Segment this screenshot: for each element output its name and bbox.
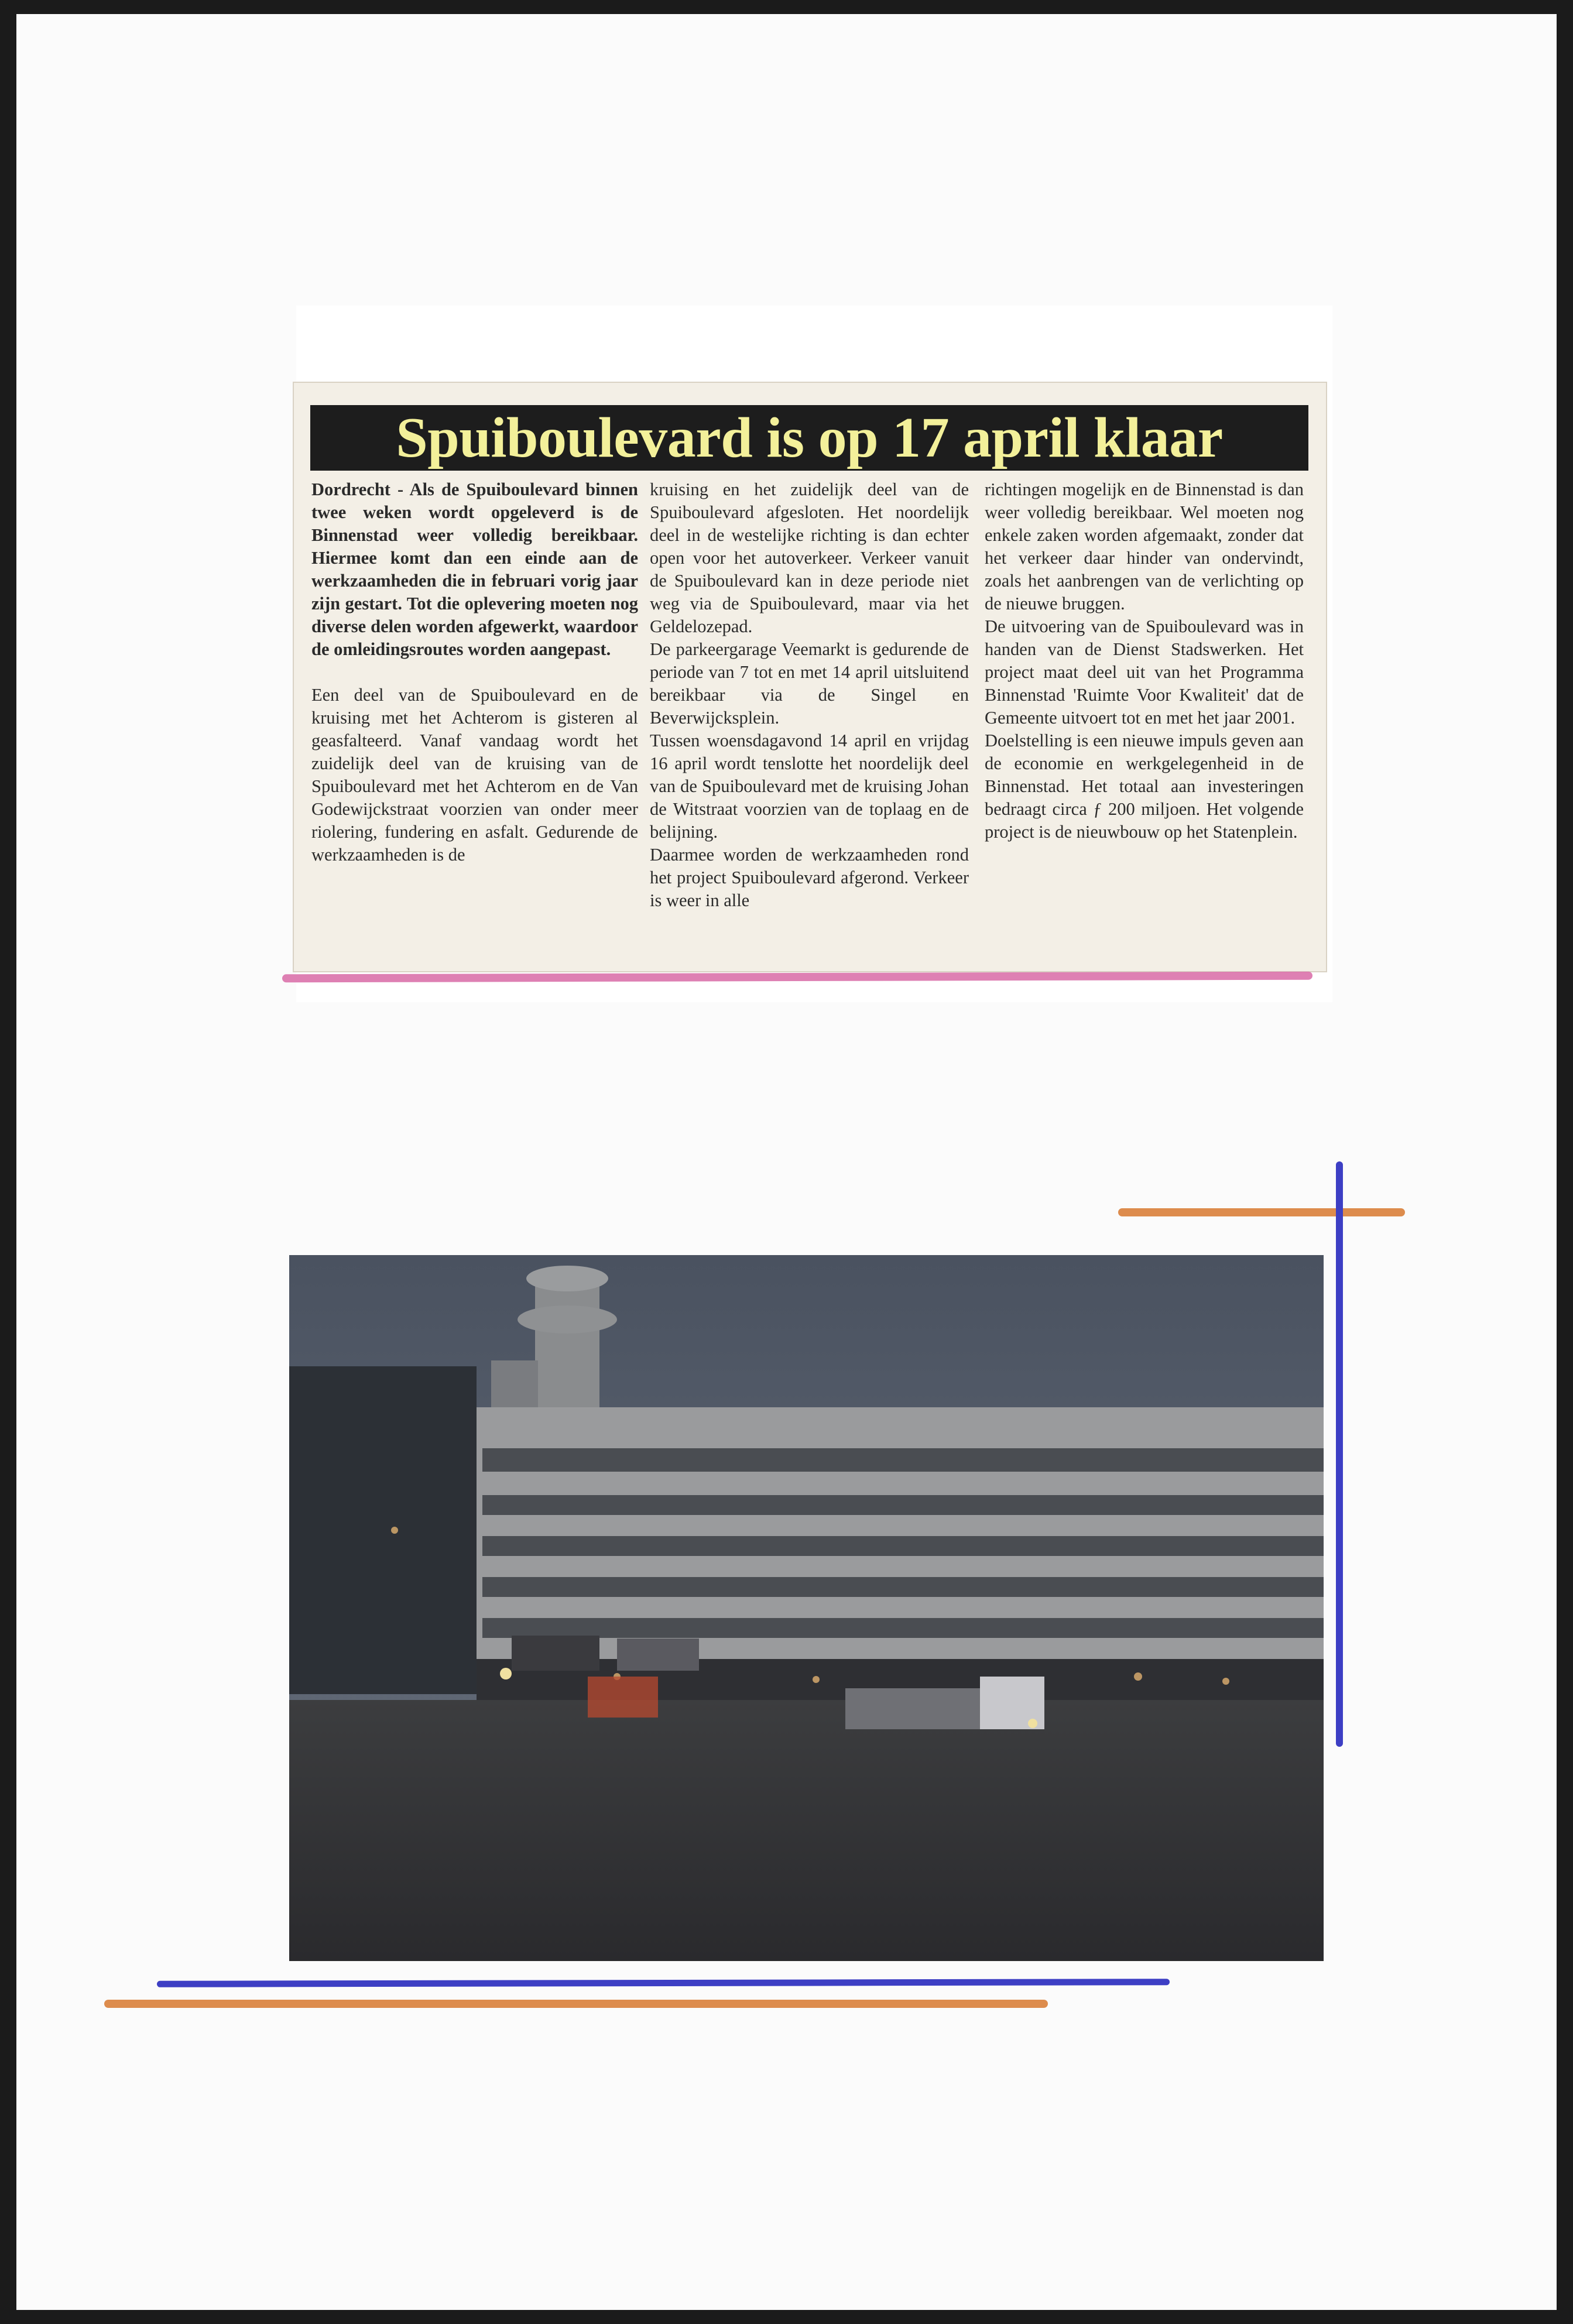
- street-photo: [289, 1255, 1324, 1961]
- headline: Spuiboulevard is op 17 april klaar: [396, 406, 1223, 469]
- blue-marker-line: [157, 1979, 1170, 1987]
- column-3: [985, 478, 1304, 964]
- newspaper-clipping: [293, 382, 1327, 972]
- scrapbook-page: [16, 14, 1557, 2310]
- photo-scene: [289, 1255, 1324, 1961]
- body-paragraph: Een deel van de Spuiboulevard en de kruising met het Achterom is gisteren al geasfalteerd. Vanaf vandaag wordt het zuidelijk deel van de kruising van de Spuiboulevard met het Achterom en de Van Godewijckstraat voorzien van onder meer riolering, fundering en asfalt. Gedurende de werkzaamheden is de: [311, 685, 638, 865]
- body-paragraph: De uitvoering van de Spuiboulevard was in handen van de Dienst Stadswerken. Het project maat deel uit van het Programma Binnenstad 'Ruimte Voor Kwaliteit' dat de Gemeente uitvoert tot en met het jaar 2001.: [985, 616, 1304, 728]
- blue-marker-line: [1336, 1161, 1343, 1747]
- body-paragraph: Tussen woensdagavond 14 april en vrijdag 16 april wordt tenslotte het noordelijk deel van de Spuiboulevard met de kruising Johan de Witstraat voorzien van de toplaag en de belijning.: [650, 731, 969, 842]
- body-paragraph: Doelstelling is een nieuwe impuls geven aan de economie en werkgelegenheid in de Binnenstad. Het totaal aan investeringen bedraagt circa ƒ 200 miljoen. Het volgende project is de nieuwbouw op het Statenplein.: [985, 731, 1304, 842]
- body-paragraph: De parkeergarage Veemarkt is gedurende de periode van 7 tot en met 14 april uitsluitend bereikbaar via de Singel en Beverwijcksplein.: [650, 639, 969, 728]
- body-paragraph: richtingen mogelijk en de Binnenstad is dan weer volledig bereikbaar. Wel moeten nog enkele zaken worden afgemaakt, zonder dat het verkeer daar hinder van ondervindt, zoals het aanbrengen van de verlichting op de nieuwe bruggen.: [985, 479, 1304, 613]
- column-1: [311, 478, 638, 964]
- lead-paragraph: Dordrecht - Als de Spuiboulevard binnen twee weken wordt opgeleverd is de Binnenstad weer volledig bereikbaar. Hiermee komt dan een einde aan de werkzaamheden die in februari vorig jaar zijn gestart. Tot die oplevering moeten nog diverse delen worden afgewerkt, waardoor de omleidingsroutes worden aangepast.: [311, 479, 638, 659]
- headline-band: [310, 405, 1308, 471]
- body-paragraph: Daarmee worden de werkzaamheden rond het project Spuiboulevard afgerond. Verkeer is weer in alle: [650, 845, 969, 910]
- orange-marker-line: [104, 2000, 1048, 2008]
- orange-marker-line: [1118, 1208, 1405, 1216]
- body-paragraph: kruising en het zuidelijk deel van de Spuiboulevard afgesloten. Het noordelijk deel in de westelijke richting is dan echter open voor het autoverkeer. Verkeer vanuit de Spuiboulevard kan in deze periode niet weg via de Spuiboulevard, maar via het Geldelozepad.: [650, 479, 969, 636]
- column-2: [650, 478, 969, 964]
